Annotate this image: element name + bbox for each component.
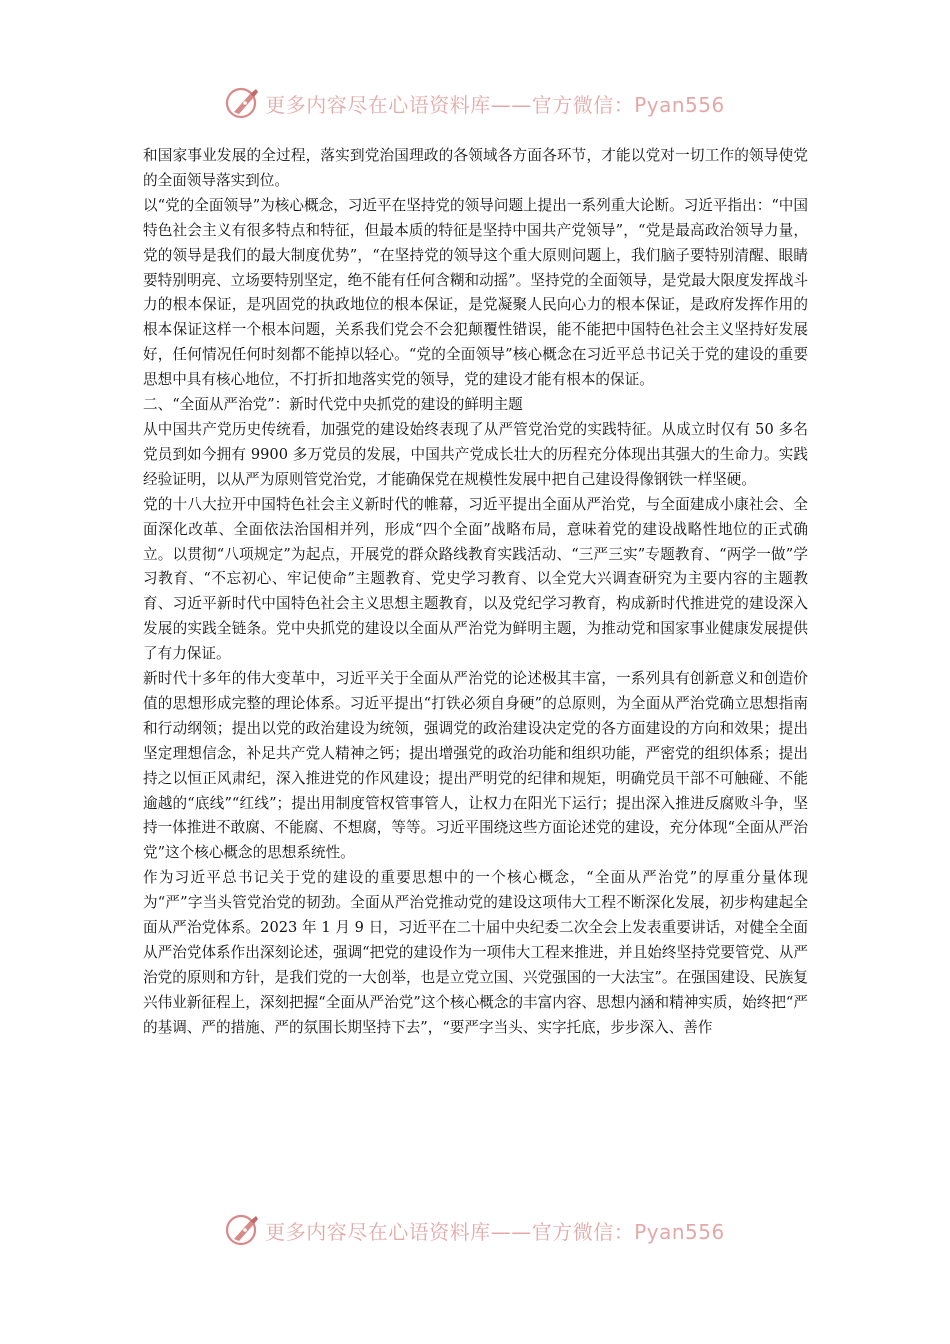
pen-nib-logo-icon: [225, 1212, 261, 1248]
pen-nib-logo-icon: [225, 85, 261, 121]
document-body: [143, 144, 808, 1041]
footer-watermark-banner: [0, 1210, 950, 1250]
paragraph: 新时代十多年的伟大变革中，习近平关于全面从严治党的论述极其丰富，一系列具有创新意义和创造价值的思想形成完整的理论体系。习近平提出“打铁必须自身硬”的总原则，为全面从严治党确立思想指南和行动纲领；提出以党的政治建设为统领，强调党的政治建设决定党的各方面建设的方向和效果；提出坚定理想信念，补足共产党人精神之钙；提出增强党的政治功能和组织功能，严密党的组织体系；提出持之以恒正风肃纪，深入推进党的作风建设；提出严明党的纪律和规矩，明确党员干部不可触碰、不能逾越的“底线”“红线”；提出用制度管权管事管人，让权力在阳光下运行；提出深入推进反腐败斗争，坚持一体推进不敢腐、不能腐、不想腐，等等。习近平围绕这些方面论述党的建设，充分体现“全面从严治党”这个核心概念的思想系统性。: [143, 670, 808, 862]
paragraph: 党的十八大拉开中国特色社会主义新时代的帷幕，习近平提出全面从严治党，与全面建成小康社会、全面深化改革、全面依法治国相并列，形成“四个全面”战略布局，意味着党的建设战略性地位的正式确立。以贯彻“八项规定”为起点，开展党的群众路线教育实践活动、“三严三实”专题教育、“两学一做”学习教育、“不忘初心、牢记使命”主题教育、党史学习教育、以全党大兴调查研究为主要内容的主题教育、习近平新时代中国特色社会主义思想主题教育，以及党纪学习教育，构成新时代推进党的建设深入发展的实践全链条。党中央抓党的建设以全面从严治党为鲜明主题，为推动党和国家事业健康发展提供了有力保证。: [143, 495, 808, 663]
watermark-text: 更多内容尽在心语资料库——官方微信：Pyan556: [265, 92, 725, 117]
paragraph: 和国家事业发展的全过程，落实到党治国理政的各领域各方面各环节，才能以党对一切工作的领导使党的全面领导落实到位。: [143, 147, 808, 189]
header-watermark-banner: [0, 83, 950, 123]
section-heading: 二、“全面从严治党”：新时代党中央抓党的建设的鲜明主题: [143, 396, 523, 414]
watermark-text: 更多内容尽在心语资料库——官方微信：Pyan556: [265, 1219, 725, 1244]
paragraph: 以“党的全面领导”为核心概念，习近平在坚持党的领导问题上提出一系列重大论断。习近平指出：“中国特色社会主义有很多特点和特征，但最本质的特征是坚持中国共产党领导”，“党是最高政治领导力量，党的领导是我们的最大制度优势”，“在坚持党的领导这个重大原则问题上，我们脑子要特别清醒、眼睛要特别明亮、立场要特别坚定，绝不能有任何含糊和动摇”。坚持党的全面领导，是党最大限度发挥战斗力的根本保证，是巩固党的执政地位的根本保证，是党凝聚人民向心力的根本保证，是政府发挥作用的根本保证这样一个根本问题，关系我们党会不会犯颠覆性错误，能不能把中国特色社会主义坚持好发展好，任何情况任何时刻都不能掉以轻心。“党的全面领导”核心概念在习近平总书记关于党的建设的重要思想中具有核心地位，不打折扣地落实党的领导，党的建设才能有根本的保证。: [143, 196, 808, 389]
paragraph: 从中国共产党历史传统看，加强党的建设始终表现了从严管党治党的实践特征。从成立时仅有 50 多名党员到如今拥有 9900 多万党员的发展，中国共产党成长壮大的历程充分体现出其强大的生命力。实践经验证明，以从严为原则管党治党，才能确保党在规模性发展中把自己建设得像钢铁一样坚硬。: [143, 420, 808, 488]
paragraph: 作为习近平总书记关于党的建设的重要思想中的一个核心概念，“全面从严治党”的厚重分量体现为“严”字当头管党治党的韧劲。全面从严治党推动党的建设这项伟大工程不断深化发展，初步构建起全面从严治党体系。2023 年 1 月 9 日，习近平在二十届中央纪委二次全会上发表重要讲话，对健全全面从严治党体系作出深刻论述，强调“把党的建设作为一项伟大工程来推进，并且始终坚持党要管党、从严治党的原则和方针，是我们党的一大创举，也是立党立国、兴党强国的一大法宝”。在强国建设、民族复兴伟业新征程上，深刻把握“全面从严治党”这个核心概念的丰富内容、思想内涵和精神实质，始终把“严的基调、严的措施、严的氛围长期坚持下去”，“要严字当头、实字托底，步步深入、善作: [143, 869, 808, 1036]
